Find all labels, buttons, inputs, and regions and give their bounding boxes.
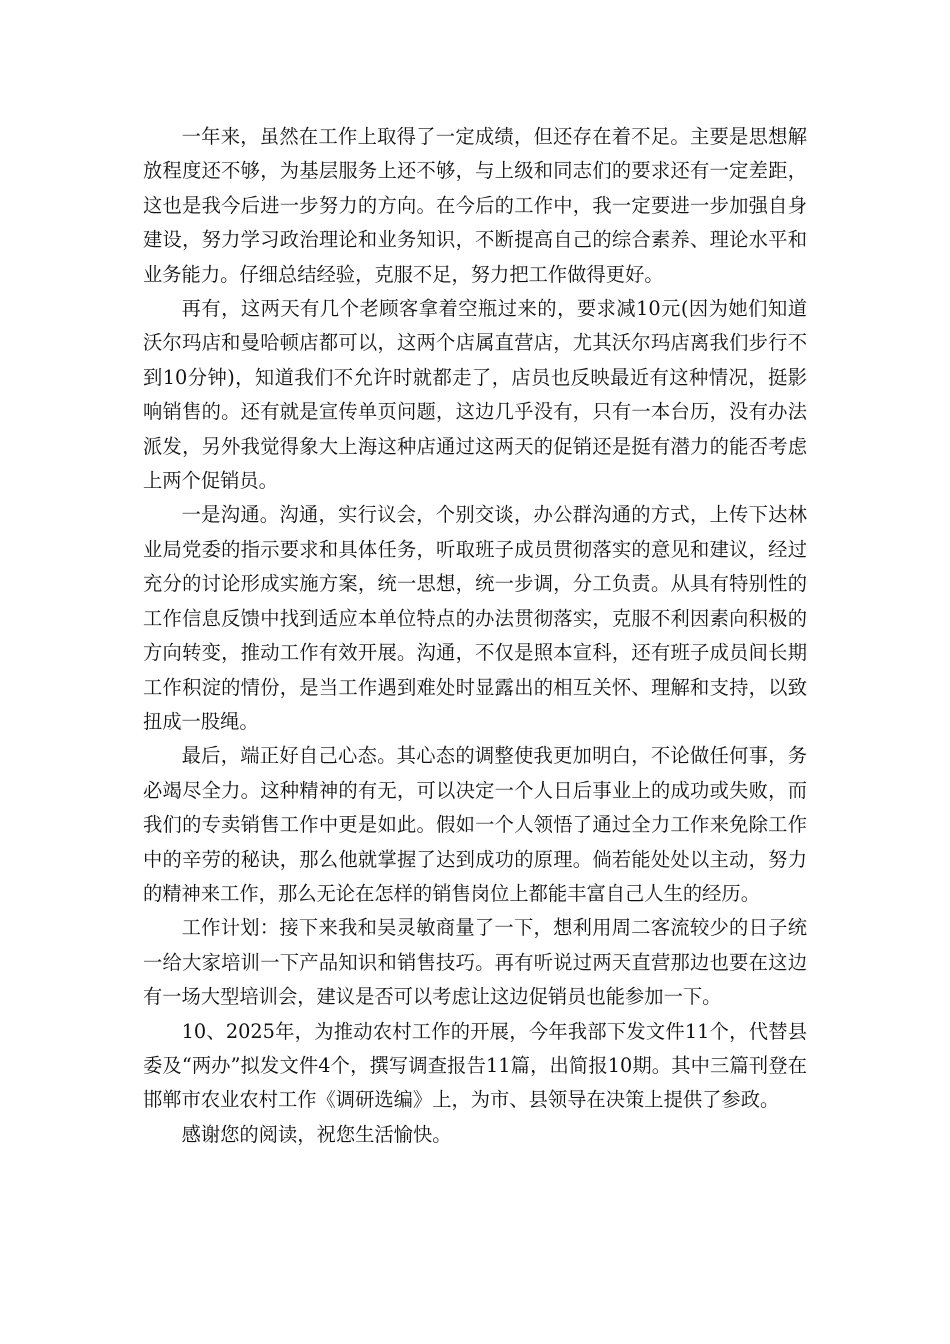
document-body xyxy=(143,120,807,1152)
paragraph-rural-work: 10、2025年，为推动农村工作的开展，今年我部下发文件11个，代替县委及“两办”拟发文件4个，撰写调查报告11篇，出简报10期。其中三篇刊登在邯郸市农业农村工作《调研选编》上，为市、县领导在决策上提供了参政。 xyxy=(143,1019,807,1112)
paragraph-work-plan: 工作计划：接下来我和吴灵敏商量了一下，想利用周二客流较少的日子统一给大家培训一下产品知识和销售技巧。再有听说过两天直营那边也要在这边有一场大型培训会，建议是否可以考虑让这边促销员也能参加一下。 xyxy=(143,916,807,1009)
paragraph-communication: 一是沟通。沟通，实行议会，个别交谈，办公群沟通的方式，上传下达林业局党委的指示要求和具体任务，听取班子成员贯彻落实的意见和建议，经过充分的讨论形成实施方案，统一思想，统一步调，分工负责。从具有特别性的工作信息反馈中找到适应本单位特点的办法贯彻落实，克服不利因素向积极的方向转变，推动工作有效开展。沟通，不仅是照本宣科，还有班子成员间长期工作积淀的情份，是当工作遇到难处时显露出的相互关怀、理解和支持，以致扭成一股绳。 xyxy=(143,503,807,733)
paragraph-customer-feedback: 再有，这两天有几个老顾客拿着空瓶过来的，要求减10元(因为她们知道沃尔玛店和曼哈顿店都可以，这两个店属直营店，尤其沃尔玛店离我们步行不到10分钟)，知道我们不允许时就都走了，店员也反映最近有这种情况，挺影响销售的。还有就是宣传单页问题，这边几乎没有，只有一本台历，没有办法派发，另外我觉得象大上海这种店通过这两天的促销还是挺有潜力的能否考虑上两个促销员。 xyxy=(143,297,807,493)
paragraph-shortcomings: 一年来，虽然在工作上取得了一定成绩，但还存在着不足。主要是思想解放程度还不够，为基层服务上还不够，与上级和同志们的要求还有一定差距，这也是我今后进一步努力的方向。在今后的工作中，我一定要进一步加强自身建设，努力学习政治理论和业务知识，不断提高自己的综合素养、理论水平和业务能力。仔细总结经验，克服不足，努力把工作做得更好。 xyxy=(143,125,807,286)
paragraph-mindset: 最后，端正好自己心态。其心态的调整使我更加明白，不论做任何事，务必竭尽全力。这种精神的有无，可以决定一个人日后事业上的成功或失败，而我们的专卖销售工作中更是如此。假如一个人领悟了通过全力工作来免除工作中的辛劳的秘诀，那么他就掌握了达到成功的原理。倘若能处处以主动，努力的精神来工作，那么无论在怎样的销售岗位上都能丰富自己人生的经历。 xyxy=(143,744,807,905)
paragraph-closing: 感谢您的阅读，祝您生活愉快。 xyxy=(181,1122,452,1146)
